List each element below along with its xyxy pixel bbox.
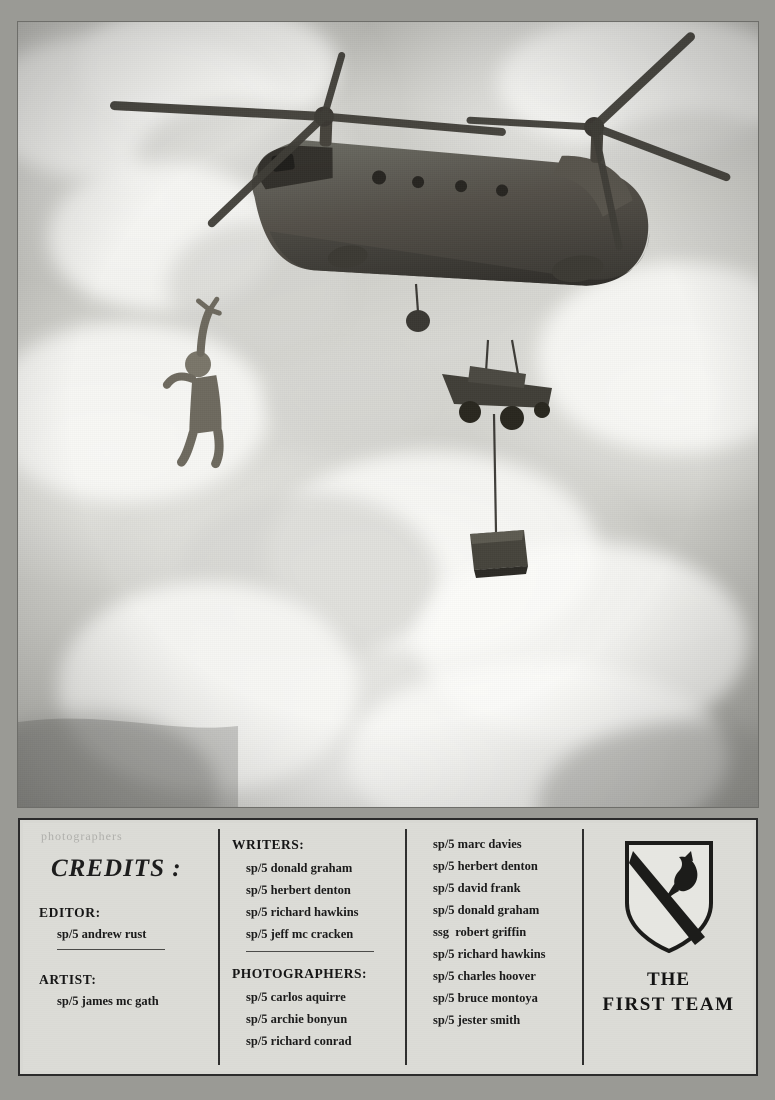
team-line-2: FIRST TEAM [602,994,735,1015]
cavalry-shield-icon [621,837,717,957]
artist-heading: ARTIST: [39,972,97,987]
list-item: sp/5 donald graham [246,861,353,875]
list-item: sp/5 richard hawkins [246,905,359,919]
cover-photograph [18,22,758,807]
ghost-artifact-text: photographers [41,829,123,843]
slung-vehicle-icon [442,366,552,430]
cargo-pallet-icon [470,530,528,578]
list-item: sp/5 jester smith [433,1013,521,1027]
credits-panel [18,818,758,1076]
artist-name: sp/5 james mc gath [57,994,159,1008]
list-item: sp/5 herbert denton [433,859,538,873]
editor-name: sp/5 andrew rust [57,927,147,941]
list-item: sp/5 donald graham [433,903,540,917]
list-item: sp/5 bruce montoya [433,991,538,1005]
list-item: sp/5 carlos aquirre [246,990,346,1004]
list-item: sp/5 david frank [433,881,521,895]
team-line-1: THE [646,969,691,990]
photographers-heading: PHOTOGRAPHERS: [232,966,368,981]
soldier-figure-icon [136,295,265,473]
list-item: ssg robert griffin [433,925,527,939]
credits-right-column [407,823,582,1071]
credits-middle-column [220,823,405,1071]
list-item: sp/5 jeff mc cracken [246,927,354,941]
list-item: sp/5 richard conrad [246,1034,352,1048]
list-item: sp/5 archie bonyun [246,1012,348,1026]
credits-title: CREDITS : [51,855,182,882]
writers-heading: WRITERS: [232,837,305,852]
list-item: sp/5 charles hoover [433,969,536,983]
divider-writers [246,951,374,952]
helicopter-icon [18,22,758,807]
list-item: sp/5 marc davies [433,837,522,851]
credits-left-column [23,823,218,1071]
editor-heading: EDITOR: [39,905,101,920]
list-item: sp/5 herbert denton [246,883,351,897]
list-item: sp/5 richard hawkins [433,947,546,961]
emblem-column [584,823,753,1071]
divider-editor [57,949,165,950]
